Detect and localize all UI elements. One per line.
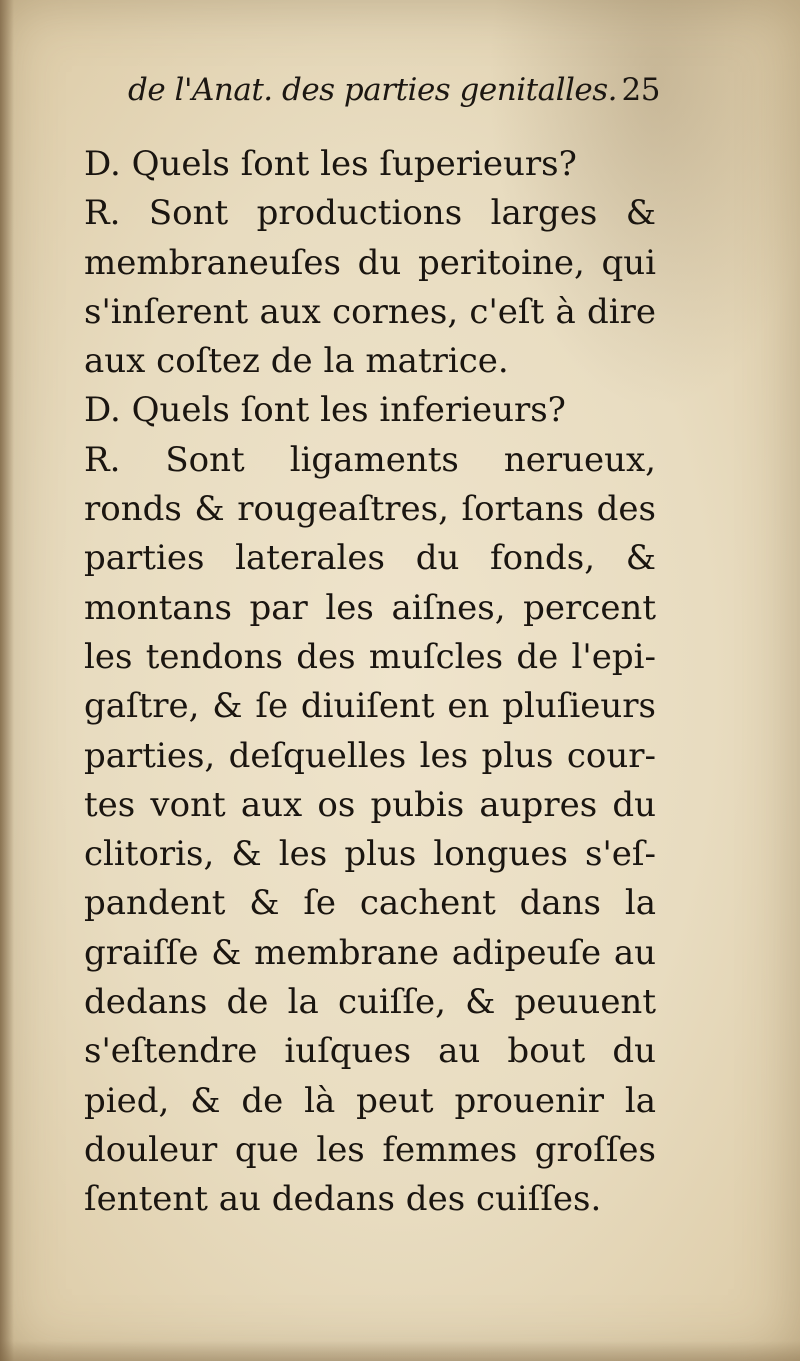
text-line: clitoris, & les plus longues s'eſ- <box>84 834 656 875</box>
text-line: aux coſtez de la matrice. <box>84 341 509 382</box>
text-line: membraneuſes du peritoine, qui <box>84 242 656 283</box>
text-line: pandent & ſe cachent dans la <box>84 883 656 924</box>
text-line: les tendons des muſcles de l'epi- <box>84 636 656 677</box>
text-line: pied, & de là peut prouenir la <box>84 1080 656 1121</box>
body-text <box>84 140 656 1225</box>
text-line: R. Sont ligaments nerueux, <box>84 439 656 480</box>
text-line: montans par les aiſnes, percent <box>84 587 656 628</box>
text-line: douleur que les femmes groſſes <box>84 1129 656 1170</box>
text-line: parties laterales du fonds, & <box>84 538 656 579</box>
text-line: R. Sont productions larges & <box>84 193 656 234</box>
text-line: dedans de la cuiſſe, & peuuent <box>84 982 656 1023</box>
text-line: ſentent au dedans des cuiſſes. <box>84 1179 602 1220</box>
text-line: D. Quels ſont les ſuperieurs? <box>84 144 577 184</box>
running-head <box>128 72 660 122</box>
text-line: graiſſe & membrane adipeuſe au <box>84 932 656 973</box>
text-line: s'eſtendre iuſques au bout du <box>84 1031 656 1072</box>
running-head-title: de l'Anat. des parties genitalles. <box>128 72 618 108</box>
text-line: D. Quels ſont les inferieurs? <box>84 390 566 431</box>
text-line: gaſtre, & ſe diuiſent en pluſieurs <box>84 686 656 727</box>
text-line: ronds & rougeaſtres, ſortans des <box>84 489 656 530</box>
text-line: s'inſerent aux cornes, c'eſt à dire <box>84 291 656 332</box>
text-line: parties, deſquelles les plus cour- <box>84 735 656 776</box>
page-number: 25 <box>621 72 660 108</box>
text-line: tes vont aux os pubis aupres du <box>84 784 656 825</box>
